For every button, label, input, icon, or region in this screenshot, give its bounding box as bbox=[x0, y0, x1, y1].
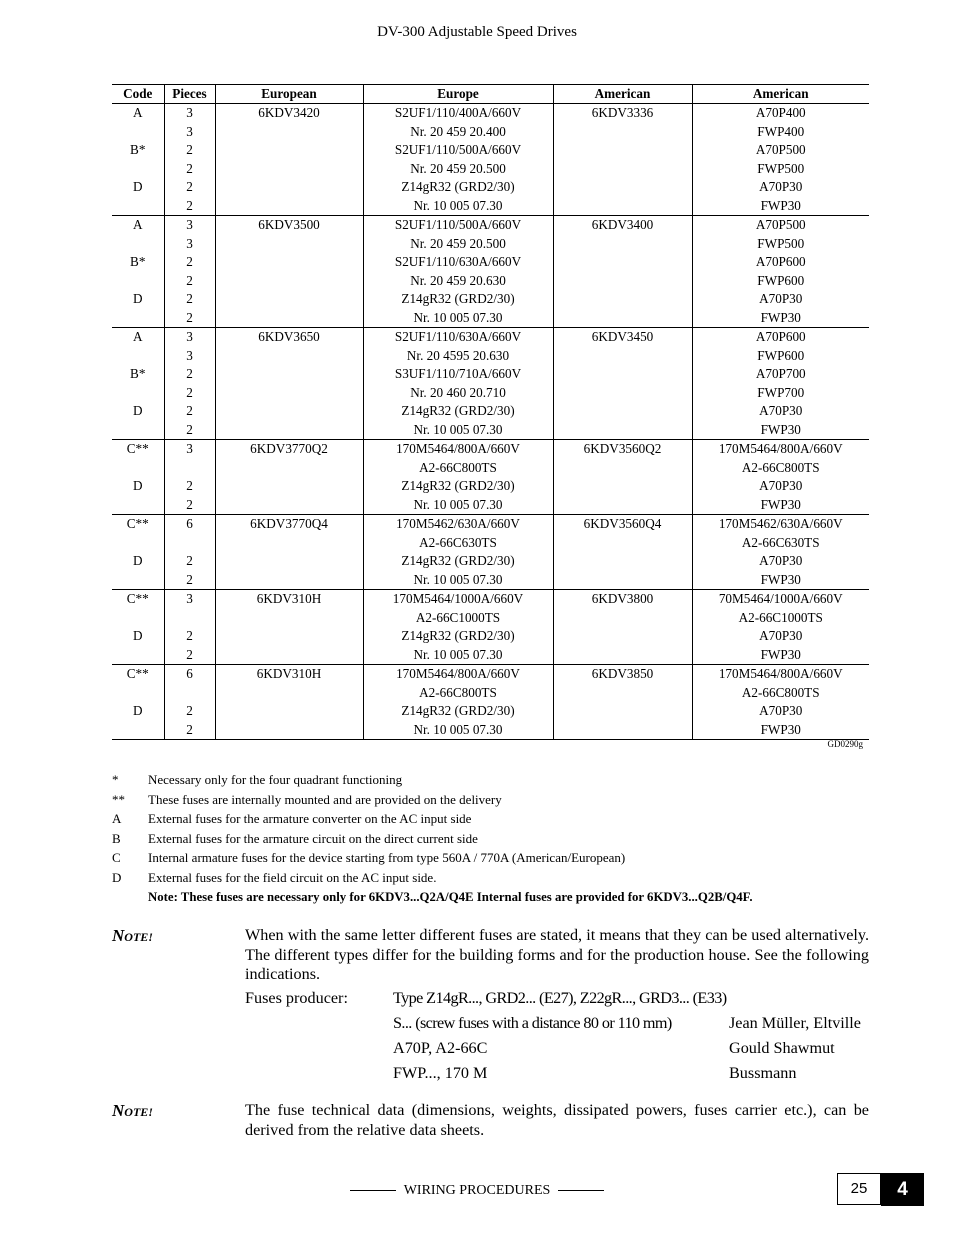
cell-code: C** bbox=[126, 516, 149, 532]
note-text: The fuse technical data (dimensions, weights, dissipated powers, fuses carrier etc.), can be derived from the relative data sheets. bbox=[245, 1101, 869, 1139]
table-row bbox=[112, 272, 869, 291]
legend-text: Necessary only for the four quadrant functioning bbox=[148, 772, 403, 787]
cell-european bbox=[215, 459, 363, 478]
cell-pieces: 2 bbox=[164, 421, 215, 440]
cell-code bbox=[112, 684, 164, 703]
table-row bbox=[112, 197, 869, 216]
col-header-american-fuse: American bbox=[692, 85, 869, 104]
table-row bbox=[112, 627, 869, 646]
cell-code: C** bbox=[126, 591, 149, 607]
cell-american-fuse: A70P30 bbox=[692, 552, 869, 571]
legend-mark: A bbox=[112, 811, 122, 827]
cell-american-fuse: FWP700 bbox=[692, 384, 869, 403]
cell-european bbox=[215, 365, 363, 384]
cell-pieces: 3 bbox=[164, 440, 215, 459]
cell-american-fuse: 70M5464/1000A/660V bbox=[692, 590, 869, 609]
cell-european bbox=[215, 160, 363, 179]
cell-american-fuse: FWP30 bbox=[692, 197, 869, 216]
page-header: DV-300 Adjustable Speed Drives bbox=[377, 24, 577, 40]
cell-european: 6KDV3420 bbox=[215, 104, 363, 123]
cell-code: D bbox=[132, 703, 143, 719]
cell-european bbox=[215, 402, 363, 421]
legend-text: External fuses for the armature converter on the AC input side bbox=[148, 811, 472, 827]
cell-american-model bbox=[553, 721, 692, 740]
cell-european bbox=[215, 552, 363, 571]
cell-american-model bbox=[553, 552, 692, 571]
cell-code: D bbox=[132, 628, 143, 644]
producer-label: Fuses producer: bbox=[245, 989, 348, 1007]
note-label-initial: N bbox=[112, 1101, 125, 1120]
cell-american-fuse: A70P30 bbox=[692, 178, 869, 197]
cell-american-fuse: FWP30 bbox=[692, 646, 869, 665]
fuse-table bbox=[112, 84, 869, 740]
cell-european: 6KDV3770Q2 bbox=[215, 440, 363, 459]
table-row bbox=[112, 402, 869, 421]
cell-pieces: 3 bbox=[164, 104, 215, 123]
cell-code bbox=[112, 571, 164, 590]
cell-pieces: 3 bbox=[164, 347, 215, 366]
footer-rule bbox=[350, 1190, 396, 1191]
cell-european bbox=[215, 702, 363, 721]
cell-european bbox=[215, 235, 363, 254]
table-row bbox=[112, 328, 869, 347]
cell-europe: Nr. 10 005 07.30 bbox=[363, 496, 553, 515]
cell-european bbox=[215, 290, 363, 309]
cell-code bbox=[112, 421, 164, 440]
fuse-producers bbox=[245, 986, 861, 1086]
cell-american-model bbox=[553, 684, 692, 703]
cell-europe: S2UF1/110/500A/660V bbox=[363, 216, 553, 235]
cell-european bbox=[215, 123, 363, 142]
cell-code: A bbox=[132, 217, 143, 233]
cell-american-fuse: FWP30 bbox=[692, 309, 869, 328]
page-number: 25 bbox=[837, 1173, 881, 1205]
legend-item bbox=[112, 868, 869, 888]
table-row bbox=[112, 534, 869, 553]
cell-europe: S3UF1/110/710A/660V bbox=[363, 365, 553, 384]
cell-american-fuse: A70P30 bbox=[692, 477, 869, 496]
cell-american-fuse: A2-66C800TS bbox=[692, 459, 869, 478]
cell-european bbox=[215, 571, 363, 590]
cell-pieces: 3 bbox=[164, 123, 215, 142]
cell-europe: Nr. 20 459 20.630 bbox=[363, 272, 553, 291]
cell-european bbox=[215, 253, 363, 272]
page-footer bbox=[0, 1183, 954, 1199]
legend-text: These fuses are internally mounted and are provided on the delivery bbox=[148, 791, 502, 807]
producer-maker: Gould Shawmut bbox=[729, 1039, 835, 1057]
cell-european bbox=[215, 141, 363, 160]
cell-european bbox=[215, 646, 363, 665]
cell-pieces: 2 bbox=[164, 253, 215, 272]
cell-europe: Nr. 20 459 20.500 bbox=[363, 235, 553, 254]
cell-pieces: 2 bbox=[164, 646, 215, 665]
cell-american-model bbox=[553, 702, 692, 721]
cell-american-model bbox=[553, 253, 692, 272]
cell-code: D bbox=[132, 291, 143, 307]
table-row bbox=[112, 552, 869, 571]
cell-pieces bbox=[164, 684, 215, 703]
table-row bbox=[112, 141, 869, 160]
cell-europe: Nr. 20 4595 20.630 bbox=[363, 347, 553, 366]
cell-american-model bbox=[553, 496, 692, 515]
cell-europe: Nr. 10 005 07.30 bbox=[363, 646, 553, 665]
cell-american-model bbox=[553, 477, 692, 496]
cell-pieces: 2 bbox=[164, 496, 215, 515]
cell-code bbox=[112, 235, 164, 254]
note-block bbox=[112, 926, 869, 985]
cell-american-model bbox=[553, 141, 692, 160]
cell-europe: 170M5462/630A/660V bbox=[363, 515, 553, 534]
cell-american-model bbox=[553, 309, 692, 328]
cell-europe: Z14gR32 (GRD2/30) bbox=[363, 477, 553, 496]
table-row bbox=[112, 702, 869, 721]
cell-europe: S2UF1/110/630A/660V bbox=[363, 253, 553, 272]
cell-europe: Nr. 10 005 07.30 bbox=[363, 309, 553, 328]
cell-pieces: 2 bbox=[164, 290, 215, 309]
cell-code: C** bbox=[126, 441, 149, 457]
cell-american-model: 6KDV3450 bbox=[553, 328, 692, 347]
col-header-europe: Europe bbox=[363, 85, 553, 104]
cell-american-model bbox=[553, 402, 692, 421]
cell-europe: 170M5464/800A/660V bbox=[363, 440, 553, 459]
cell-american-fuse: FWP30 bbox=[692, 721, 869, 740]
cell-europe: S2UF1/110/400A/660V bbox=[363, 104, 553, 123]
fuse-table-body bbox=[112, 104, 869, 740]
producer-type: FWP..., 170 M bbox=[393, 1064, 488, 1082]
producer-row bbox=[245, 986, 861, 1011]
table-row bbox=[112, 347, 869, 366]
note-label bbox=[112, 926, 245, 985]
cell-code: D bbox=[132, 403, 143, 419]
cell-american-fuse: FWP600 bbox=[692, 347, 869, 366]
legend-item bbox=[112, 790, 869, 810]
cell-code: B* bbox=[130, 254, 146, 270]
table-row bbox=[112, 515, 869, 534]
cell-europe: Nr. 10 005 07.30 bbox=[363, 721, 553, 740]
producer-maker: Jean Müller, Eltville bbox=[729, 1014, 861, 1032]
legend-mark: D bbox=[112, 869, 122, 885]
cell-american-fuse: FWP30 bbox=[692, 571, 869, 590]
cell-european bbox=[215, 197, 363, 216]
cell-pieces: 2 bbox=[164, 627, 215, 646]
note-label-rest: OTE! bbox=[124, 1105, 153, 1119]
footer-rule bbox=[558, 1190, 604, 1191]
cell-american-fuse: A70P30 bbox=[692, 627, 869, 646]
col-header-american-model: American bbox=[553, 85, 692, 104]
cell-american-fuse: A70P500 bbox=[692, 141, 869, 160]
note-label-initial: N bbox=[112, 926, 125, 945]
cell-europe: Z14gR32 (GRD2/30) bbox=[363, 702, 553, 721]
cell-pieces: 2 bbox=[164, 197, 215, 216]
cell-american-model bbox=[553, 123, 692, 142]
col-header-code: Code bbox=[112, 85, 164, 104]
cell-american-model: 6KDV3800 bbox=[553, 590, 692, 609]
cell-pieces: 3 bbox=[164, 328, 215, 347]
table-row bbox=[112, 235, 869, 254]
cell-code: D bbox=[132, 478, 143, 494]
cell-code: C** bbox=[126, 666, 149, 682]
cell-european bbox=[215, 534, 363, 553]
cell-pieces: 2 bbox=[164, 141, 215, 160]
cell-code bbox=[112, 646, 164, 665]
cell-american-model bbox=[553, 571, 692, 590]
table-row bbox=[112, 178, 869, 197]
cell-american-model bbox=[553, 646, 692, 665]
legend-note: Note: These fuses are necessary only for 6KDV3...Q2A/Q4E Internal fuses are provided for 6KDV3...Q2B/Q4F. bbox=[148, 889, 753, 904]
legend bbox=[112, 770, 869, 907]
producer-maker: Bussmann bbox=[729, 1064, 797, 1082]
cell-american-model bbox=[553, 160, 692, 179]
table-row bbox=[112, 477, 869, 496]
note-block bbox=[112, 1101, 869, 1140]
cell-american-fuse: A70P600 bbox=[692, 328, 869, 347]
cell-code: D bbox=[132, 179, 143, 195]
cell-european bbox=[215, 384, 363, 403]
cell-european: 6KDV3650 bbox=[215, 328, 363, 347]
cell-american-fuse: A70P30 bbox=[692, 290, 869, 309]
cell-american-model: 6KDV3850 bbox=[553, 665, 692, 684]
cell-europe: A2-66C1000TS bbox=[363, 609, 553, 628]
cell-european bbox=[215, 421, 363, 440]
cell-american-model bbox=[553, 421, 692, 440]
cell-american-fuse: FWP500 bbox=[692, 160, 869, 179]
cell-pieces: 3 bbox=[164, 590, 215, 609]
cell-european bbox=[215, 684, 363, 703]
cell-code: A bbox=[132, 105, 143, 121]
table-row bbox=[112, 421, 869, 440]
cell-pieces: 2 bbox=[164, 477, 215, 496]
table-row bbox=[112, 571, 869, 590]
producer-type: A70P, A2-66C bbox=[393, 1039, 488, 1057]
cell-europe: Nr. 20 460 20.710 bbox=[363, 384, 553, 403]
table-row bbox=[112, 309, 869, 328]
table-row bbox=[112, 496, 869, 515]
table-row bbox=[112, 365, 869, 384]
cell-europe: A2-66C800TS bbox=[363, 684, 553, 703]
col-header-pieces: Pieces bbox=[164, 85, 215, 104]
cell-pieces: 3 bbox=[164, 216, 215, 235]
cell-american-fuse: FWP30 bbox=[692, 421, 869, 440]
table-row bbox=[112, 721, 869, 740]
figure-code: GD0290g bbox=[827, 739, 863, 749]
cell-code: B* bbox=[130, 366, 146, 382]
legend-text: External fuses for the field circuit on the AC input side. bbox=[148, 869, 437, 885]
cell-code bbox=[112, 272, 164, 291]
cell-european: 6KDV3500 bbox=[215, 216, 363, 235]
cell-american-model: 6KDV3400 bbox=[553, 216, 692, 235]
cell-european bbox=[215, 347, 363, 366]
cell-pieces: 6 bbox=[164, 665, 215, 684]
table-header-row bbox=[112, 85, 869, 104]
legend-mark: ** bbox=[112, 791, 125, 807]
cell-american-fuse: FWP400 bbox=[692, 123, 869, 142]
cell-pieces: 6 bbox=[164, 515, 215, 534]
table-row bbox=[112, 216, 869, 235]
cell-code: B* bbox=[130, 142, 146, 158]
cell-american-model bbox=[553, 290, 692, 309]
cell-pieces: 2 bbox=[164, 384, 215, 403]
cell-american-fuse: A70P400 bbox=[692, 104, 869, 123]
table-row bbox=[112, 384, 869, 403]
cell-european: 6KDV310H bbox=[215, 590, 363, 609]
cell-europe: Nr. 20 459 20.400 bbox=[363, 123, 553, 142]
cell-pieces: 3 bbox=[164, 235, 215, 254]
cell-europe: Z14gR32 (GRD2/30) bbox=[363, 290, 553, 309]
cell-pieces: 2 bbox=[164, 178, 215, 197]
cell-american-model bbox=[553, 459, 692, 478]
cell-code bbox=[112, 123, 164, 142]
legend-item bbox=[112, 848, 869, 868]
cell-american-fuse: A70P500 bbox=[692, 216, 869, 235]
table-row bbox=[112, 684, 869, 703]
legend-item bbox=[112, 829, 869, 849]
producer-row bbox=[245, 1036, 861, 1061]
table-row bbox=[112, 160, 869, 179]
cell-pieces: 2 bbox=[164, 402, 215, 421]
cell-pieces: 2 bbox=[164, 571, 215, 590]
cell-pieces: 2 bbox=[164, 702, 215, 721]
cell-european bbox=[215, 178, 363, 197]
cell-european bbox=[215, 496, 363, 515]
legend-text: Internal armature fuses for the device starting from type 560A / 770A (American/European) bbox=[148, 850, 626, 866]
cell-code bbox=[112, 721, 164, 740]
cell-europe: A2-66C800TS bbox=[363, 459, 553, 478]
cell-american-fuse: A2-66C1000TS bbox=[692, 609, 869, 628]
table-row bbox=[112, 290, 869, 309]
table-row bbox=[112, 609, 869, 628]
cell-american-model: 6KDV3336 bbox=[553, 104, 692, 123]
producer-type: S... (screw fuses with a distance 80 or 110 mm) bbox=[393, 1014, 672, 1032]
table-row bbox=[112, 646, 869, 665]
cell-american-model: 6KDV3560Q4 bbox=[553, 515, 692, 534]
cell-pieces: 2 bbox=[164, 309, 215, 328]
cell-american-fuse: A2-66C800TS bbox=[692, 684, 869, 703]
producer-row bbox=[245, 1011, 861, 1036]
cell-american-model bbox=[553, 384, 692, 403]
cell-american-model bbox=[553, 235, 692, 254]
cell-american-model bbox=[553, 609, 692, 628]
cell-american-fuse: A70P30 bbox=[692, 402, 869, 421]
cell-europe: Z14gR32 (GRD2/30) bbox=[363, 627, 553, 646]
cell-europe: Z14gR32 (GRD2/30) bbox=[363, 402, 553, 421]
cell-code: D bbox=[132, 553, 143, 569]
cell-american-fuse: FWP500 bbox=[692, 235, 869, 254]
producer-row bbox=[245, 1061, 861, 1086]
cell-europe: 170M5464/1000A/660V bbox=[363, 590, 553, 609]
table-row bbox=[112, 665, 869, 684]
cell-europe: Nr. 20 459 20.500 bbox=[363, 160, 553, 179]
table-row bbox=[112, 440, 869, 459]
cell-europe: S2UF1/110/500A/660V bbox=[363, 141, 553, 160]
cell-code bbox=[112, 197, 164, 216]
cell-pieces: 2 bbox=[164, 272, 215, 291]
cell-europe: S2UF1/110/630A/660V bbox=[363, 328, 553, 347]
cell-american-model bbox=[553, 272, 692, 291]
cell-american-model bbox=[553, 197, 692, 216]
cell-european bbox=[215, 272, 363, 291]
cell-europe: Z14gR32 (GRD2/30) bbox=[363, 552, 553, 571]
legend-mark: C bbox=[112, 850, 121, 866]
cell-pieces: 2 bbox=[164, 365, 215, 384]
note-label-rest: OTE! bbox=[124, 930, 153, 944]
cell-american-fuse: FWP30 bbox=[692, 496, 869, 515]
cell-american-model: 6KDV3560Q2 bbox=[553, 440, 692, 459]
cell-europe: A2-66C630TS bbox=[363, 534, 553, 553]
cell-code bbox=[112, 309, 164, 328]
cell-code bbox=[112, 459, 164, 478]
cell-code bbox=[112, 609, 164, 628]
cell-europe: Nr. 10 005 07.30 bbox=[363, 197, 553, 216]
cell-code: A bbox=[132, 329, 143, 345]
note-text: When with the same letter different fuses are stated, it means that they can be used alternatively. The different types differ for the building forms and for the production house. See the following indications. bbox=[245, 926, 869, 983]
cell-europe: Z14gR32 (GRD2/30) bbox=[363, 178, 553, 197]
cell-american-fuse: A70P30 bbox=[692, 702, 869, 721]
cell-pieces: 2 bbox=[164, 721, 215, 740]
legend-item bbox=[112, 770, 869, 790]
cell-european bbox=[215, 721, 363, 740]
cell-american-model bbox=[553, 365, 692, 384]
cell-pieces: 2 bbox=[164, 160, 215, 179]
table-row bbox=[112, 123, 869, 142]
cell-american-fuse: FWP600 bbox=[692, 272, 869, 291]
cell-american-fuse: A70P700 bbox=[692, 365, 869, 384]
cell-american-fuse: 170M5464/800A/660V bbox=[692, 665, 869, 684]
cell-code bbox=[112, 347, 164, 366]
legend-item bbox=[112, 809, 869, 829]
table-row bbox=[112, 104, 869, 123]
cell-european bbox=[215, 627, 363, 646]
table-row bbox=[112, 253, 869, 272]
table-row bbox=[112, 459, 869, 478]
cell-american-fuse: A2-66C630TS bbox=[692, 534, 869, 553]
cell-europe: 170M5464/800A/660V bbox=[363, 665, 553, 684]
cell-pieces bbox=[164, 609, 215, 628]
cell-american-model bbox=[553, 347, 692, 366]
cell-european bbox=[215, 309, 363, 328]
cell-american-fuse: 170M5462/630A/660V bbox=[692, 515, 869, 534]
cell-code bbox=[112, 496, 164, 515]
cell-code bbox=[112, 384, 164, 403]
cell-american-model bbox=[553, 534, 692, 553]
cell-american-fuse: A70P600 bbox=[692, 253, 869, 272]
cell-european: 6KDV3770Q4 bbox=[215, 515, 363, 534]
cell-american-model bbox=[553, 627, 692, 646]
cell-code bbox=[112, 534, 164, 553]
cell-europe: Nr. 10 005 07.30 bbox=[363, 421, 553, 440]
cell-pieces bbox=[164, 534, 215, 553]
col-header-european: European bbox=[215, 85, 363, 104]
cell-code bbox=[112, 160, 164, 179]
chapter-tab: 4 bbox=[881, 1173, 924, 1206]
legend-text: External fuses for the armature circuit on the direct current side bbox=[148, 830, 478, 846]
note-label bbox=[112, 1101, 245, 1140]
legend-mark: B bbox=[112, 830, 121, 846]
cell-european: 6KDV310H bbox=[215, 665, 363, 684]
cell-europe: Nr. 10 005 07.30 bbox=[363, 571, 553, 590]
cell-european bbox=[215, 609, 363, 628]
cell-european bbox=[215, 477, 363, 496]
cell-american-model bbox=[553, 178, 692, 197]
producer-type: Type Z14gR..., GRD2... (E27), Z22gR..., GRD3... (E33) bbox=[393, 989, 727, 1007]
table-row bbox=[112, 590, 869, 609]
cell-pieces: 2 bbox=[164, 552, 215, 571]
cell-pieces bbox=[164, 459, 215, 478]
legend-mark: * bbox=[112, 772, 119, 787]
footer-section: WIRING PROCEDURES bbox=[403, 1183, 551, 1198]
cell-american-fuse: 170M5464/800A/660V bbox=[692, 440, 869, 459]
